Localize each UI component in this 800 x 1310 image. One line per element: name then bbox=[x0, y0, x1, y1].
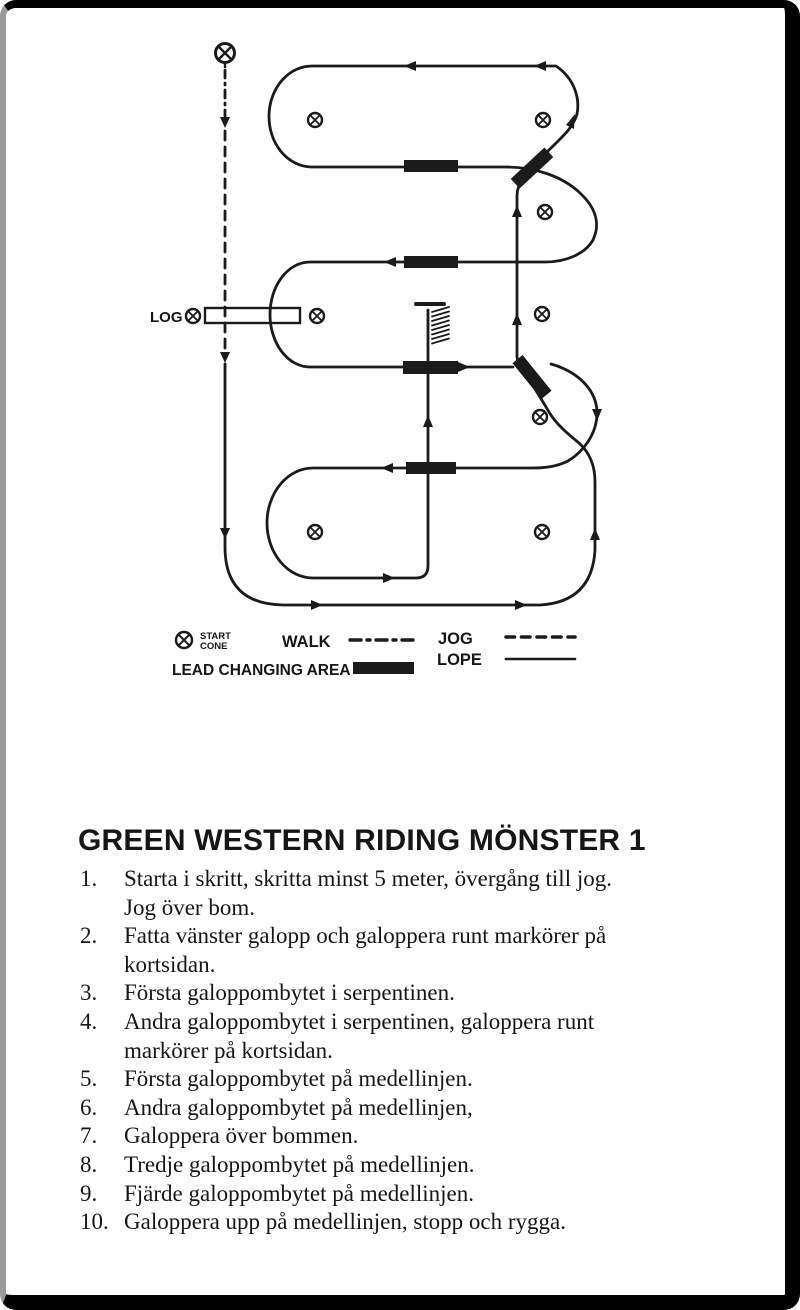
item-text: Galoppera över bommen. bbox=[124, 1123, 359, 1149]
instruction-item bbox=[78, 1180, 768, 1209]
item-number: 7. bbox=[80, 1123, 98, 1149]
direction-arrow-icon bbox=[311, 600, 323, 610]
pattern-marker-icon bbox=[535, 525, 549, 539]
log-obstacle bbox=[205, 308, 300, 323]
instruction-item bbox=[78, 865, 768, 922]
legend-lead-change-bar-sample bbox=[353, 662, 414, 674]
item-text: Andra galoppombytet på medellinjen, bbox=[124, 1094, 473, 1120]
direction-arrow-icon bbox=[220, 117, 230, 128]
back-up-symbol bbox=[432, 307, 449, 344]
legend-lead-changing-area-label: LEAD CHANGING AREA bbox=[172, 662, 351, 679]
log-label: LOG bbox=[150, 309, 183, 326]
item-text: Första galoppombytet i serpentinen. bbox=[124, 980, 455, 1006]
item-text: Första galoppombytet på medellinjen. bbox=[124, 1066, 473, 1092]
item-number: 10. bbox=[80, 1209, 109, 1235]
instructions-section bbox=[78, 824, 768, 1237]
direction-arrow-icon bbox=[592, 409, 602, 421]
item-number: 1. bbox=[80, 866, 98, 891]
item-text: Galoppera upp på medellinjen, stopp och rygga. bbox=[124, 1209, 566, 1235]
item-text: Jog över bom. bbox=[124, 894, 255, 920]
item-number: 5. bbox=[80, 1066, 98, 1092]
instruction-item bbox=[78, 1094, 768, 1123]
lead-change-bar-diagonal bbox=[512, 355, 551, 399]
direction-arrow-icon bbox=[423, 415, 433, 427]
pattern-marker-icon bbox=[308, 113, 322, 127]
start-cone-icon bbox=[216, 44, 235, 69]
direction-arrow-icon bbox=[512, 313, 522, 325]
item-text: Andra galoppombytet i serpentinen, galoppera runt bbox=[124, 1008, 595, 1034]
instruction-item bbox=[78, 922, 768, 979]
item-text: kortsidan. bbox=[124, 951, 216, 977]
item-number: 8. bbox=[80, 1151, 98, 1177]
direction-arrow-icon bbox=[381, 463, 393, 473]
page-title: GREEN WESTERN RIDING MÖNSTER 1 bbox=[78, 824, 646, 857]
legend-start-cone-label-1: START bbox=[200, 631, 231, 642]
item-text: Fatta vänster galopp och galoppera runt markörer på bbox=[124, 923, 607, 949]
item-text: Fjärde galoppombytet på medellinjen. bbox=[124, 1180, 475, 1206]
direction-arrow-icon bbox=[590, 528, 600, 540]
item-number: 6. bbox=[80, 1094, 98, 1120]
instruction-item bbox=[78, 1151, 768, 1180]
lead-change-bar bbox=[404, 160, 458, 172]
item-number: 2. bbox=[80, 923, 98, 949]
pattern-marker-icon bbox=[536, 113, 550, 127]
legend-walk-label: WALK bbox=[282, 633, 331, 651]
direction-arrow-icon bbox=[384, 257, 396, 267]
instruction-item bbox=[78, 1008, 768, 1065]
direction-arrow-icon bbox=[534, 61, 546, 71]
item-number: 9. bbox=[80, 1180, 98, 1206]
legend-start-cone-icon bbox=[176, 632, 192, 648]
instruction-item bbox=[78, 1122, 768, 1151]
direction-arrow-icon bbox=[383, 573, 395, 583]
direction-arrow-icon bbox=[220, 352, 230, 363]
direction-arrow-icon bbox=[220, 528, 230, 539]
legend-start-cone-label-2: CONE bbox=[200, 641, 228, 652]
item-text: markörer på kortsidan. bbox=[124, 1037, 333, 1063]
pattern-marker-icon bbox=[310, 309, 324, 323]
instruction-item bbox=[78, 1065, 768, 1094]
item-text: Tredje galoppombytet på medellinjen. bbox=[124, 1151, 475, 1177]
pattern-marker-icon bbox=[538, 205, 552, 219]
direction-arrow-icon bbox=[515, 600, 527, 610]
item-number: 3. bbox=[80, 980, 98, 1006]
direction-arrow-icon bbox=[458, 362, 470, 372]
pattern-marker-icon bbox=[186, 309, 200, 323]
pattern-marker-icon bbox=[533, 410, 547, 424]
instruction-list bbox=[78, 865, 768, 1237]
legend-lope-label: LOPE bbox=[437, 651, 482, 669]
instruction-item bbox=[78, 979, 768, 1008]
lead-change-bar bbox=[406, 462, 456, 474]
instruction-item bbox=[78, 1208, 768, 1237]
item-number: 4. bbox=[80, 1008, 98, 1034]
pattern-marker-icon bbox=[535, 307, 549, 321]
direction-arrow-icon bbox=[566, 114, 575, 129]
direction-arrow-icon bbox=[512, 205, 522, 217]
pattern-marker-icon bbox=[308, 525, 322, 539]
direction-arrow-icon bbox=[404, 61, 416, 71]
item-text: Starta i skritt, skritta minst 5 meter, övergång till jog. bbox=[124, 866, 612, 891]
legend-jog-label: JOG bbox=[438, 630, 473, 648]
lead-change-bar bbox=[404, 256, 458, 268]
lead-change-bar bbox=[403, 361, 458, 374]
